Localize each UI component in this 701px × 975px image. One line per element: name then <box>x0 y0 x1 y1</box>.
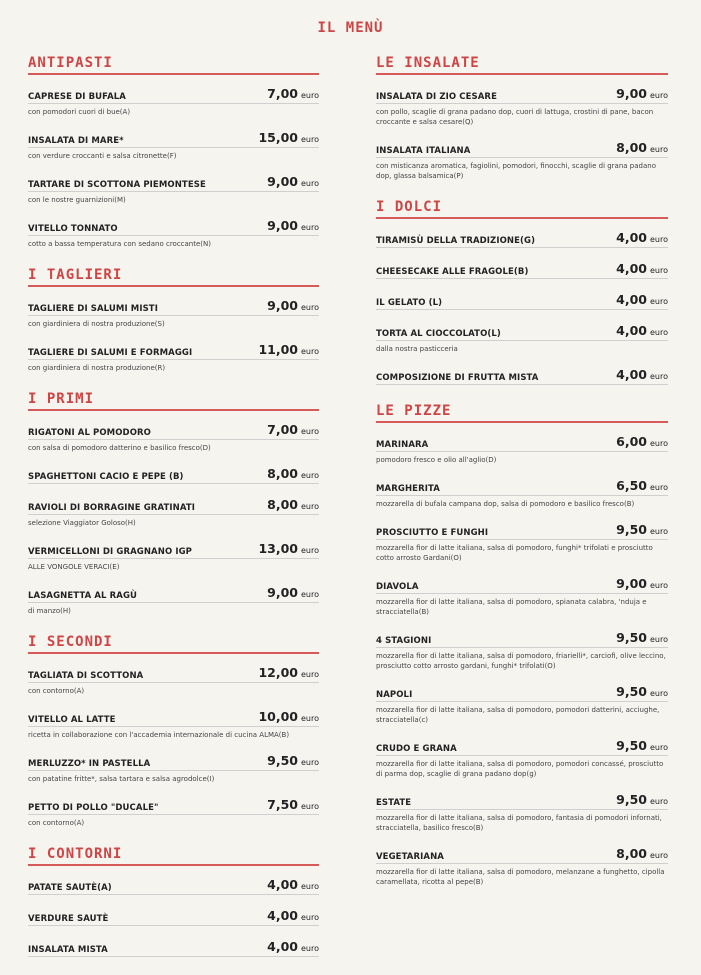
currency-label: euro <box>301 427 319 436</box>
menu-item-name: TAGLIERE DI SALUMI MISTI <box>28 304 158 314</box>
menu-item-description: con contorno(A) <box>28 687 85 695</box>
menu-item-price: 9,00 <box>616 576 647 591</box>
menu-item <box>376 735 668 779</box>
menu-item-name: VERMICELLONI DI GRAGNANO IGP <box>28 547 193 557</box>
menu-item-name: INSALATA ITALIANA <box>376 146 471 156</box>
menu-item <box>376 789 668 833</box>
currency-label: euro <box>301 714 319 723</box>
menu-item-price-group <box>616 519 668 538</box>
menu-item-price: 9,00 <box>267 174 298 189</box>
menu-item-description: mozzarella fior di latte italiana, salsa di pomodoro, friarielli*, carciofi, olive leccino, prosciutto cotto arrosto gardani, funghi* trifolati(O) <box>376 652 666 670</box>
currency-label: euro <box>301 502 319 511</box>
menu-item-price: 4,00 <box>616 367 647 382</box>
menu-item-price: 9,00 <box>616 86 647 101</box>
menu-item-name: 4 STAGIONI <box>376 636 432 646</box>
menu-item-header <box>28 83 319 104</box>
menu-item-header <box>376 627 668 648</box>
menu-item-price: 6,50 <box>616 478 647 493</box>
section-title: I CONTORNI <box>28 846 319 866</box>
menu-item-description: mozzarella fior di latte italiana, salsa di pomodoro, pomodori concassé, prosciutto di parma dop, scaglie di grana padano dop(g) <box>376 760 664 778</box>
menu-item-header <box>376 519 668 540</box>
menu-item <box>376 320 668 354</box>
currency-label: euro <box>650 635 668 644</box>
menu-item <box>28 171 319 205</box>
menu-item-price: 6,00 <box>616 434 647 449</box>
menu-item-price-group <box>267 582 319 601</box>
menu-item-price: 4,00 <box>616 292 647 307</box>
menu-item-name: TIRAMISÙ DELLA TRADIZIONE(G) <box>376 236 536 246</box>
menu-item-price: 7,50 <box>267 797 298 812</box>
menu-item-name: MARGHERITA <box>376 484 440 494</box>
menu-item <box>376 519 668 563</box>
menu-item <box>376 843 668 887</box>
menu-item-name: CAPRESE DI BUFALA <box>28 92 126 102</box>
menu-item-description: mozzarella fior di latte italiana, salsa di pomodoro, melanzane a funghetto, cipolla caramellata, ricotta al pepe(B) <box>376 868 665 886</box>
section-title: ANTIPASTI <box>28 55 319 75</box>
menu-item-name: VERDURE SAUTÈ <box>28 914 109 924</box>
menu-item-price-group <box>616 258 668 277</box>
menu-item-name: TAGLIATA DI SCOTTONA <box>28 671 144 681</box>
menu-item-header <box>376 258 668 279</box>
menu-item-price: 8,00 <box>267 497 298 512</box>
menu-item-description: con giardiniera di nostra produzione(S) <box>28 320 165 328</box>
menu-item <box>28 905 319 926</box>
menu-item-header <box>376 681 668 702</box>
menu-item-price: 8,00 <box>616 140 647 155</box>
menu-item-header <box>376 227 668 248</box>
menu-item <box>28 936 319 957</box>
currency-label: euro <box>650 483 668 492</box>
menu-item-description: con verdure croccanti e salsa citronette(F) <box>28 152 177 160</box>
menu-item-price: 9,00 <box>267 298 298 313</box>
menu-column-right <box>376 55 668 905</box>
currency-label: euro <box>650 851 668 860</box>
currency-label: euro <box>301 670 319 679</box>
menu-item-name: TARTARE DI SCOTTONA PIEMONTESE <box>28 180 206 190</box>
menu-item <box>28 127 319 161</box>
menu-item-name: IL GELATO (L) <box>376 298 443 308</box>
currency-label: euro <box>650 439 668 448</box>
menu-item <box>376 258 668 279</box>
menu-item-name: NAPOLI <box>376 690 413 700</box>
menu-item-price-group <box>258 339 319 358</box>
menu-item-header <box>28 794 319 815</box>
menu-item-description: con le nostre guarnizioni(M) <box>28 196 126 204</box>
menu-item-header <box>376 83 668 104</box>
menu-item-description: con pollo, scaglie di grana padano dop, cuori di lattuga, crostini di pane, bacon croccante e salsa cesare(Q) <box>376 108 654 126</box>
menu-item-price-group <box>616 627 668 646</box>
menu-item-price: 13,00 <box>258 541 298 556</box>
currency-label: euro <box>650 235 668 244</box>
menu-item-name: PROSCIUTTO E FUNGHI <box>376 528 489 538</box>
menu-item-name: CRUDO E GRANA <box>376 744 457 754</box>
currency-label: euro <box>301 802 319 811</box>
currency-label: euro <box>650 527 668 536</box>
menu-item-description: ALLE VONGOLE VERACI(E) <box>28 563 120 571</box>
menu-item <box>28 295 319 329</box>
menu-item-price-group <box>616 735 668 754</box>
menu-item-name: PETTO DI POLLO "DUCALE" <box>28 803 159 813</box>
menu-item <box>376 227 668 248</box>
menu-item <box>28 582 319 616</box>
menu-item-price-group <box>267 794 319 813</box>
currency-label: euro <box>650 266 668 275</box>
section-i-secondi <box>28 634 319 828</box>
menu-item <box>28 215 319 249</box>
menu-item <box>28 419 319 453</box>
currency-label: euro <box>650 689 668 698</box>
section-i-primi <box>28 391 319 616</box>
menu-item-price-group <box>267 936 319 955</box>
menu-item-price: 7,00 <box>267 86 298 101</box>
menu-item-price-group <box>267 295 319 314</box>
menu-item-price: 10,00 <box>258 709 298 724</box>
currency-label: euro <box>650 581 668 590</box>
menu-item-header <box>376 573 668 594</box>
menu-item-price: 9,50 <box>267 753 298 768</box>
menu-item-price-group <box>616 475 668 494</box>
menu-item-header <box>376 320 668 341</box>
menu-item-price: 9,50 <box>616 522 647 537</box>
menu-item-price-group <box>267 83 319 102</box>
menu-item-price-group <box>616 137 668 156</box>
menu-item-name: VITELLO AL LATTE <box>28 715 116 725</box>
section-i-contorni <box>28 846 319 957</box>
menu-item-description: con giardiniera di nostra produzione(R) <box>28 364 166 372</box>
currency-label: euro <box>301 347 319 356</box>
section-i-dolci <box>376 199 668 385</box>
menu-item-price-group <box>616 681 668 700</box>
menu-item-price: 15,00 <box>258 130 298 145</box>
currency-label: euro <box>301 179 319 188</box>
currency-label: euro <box>650 91 668 100</box>
menu-item-price-group <box>267 419 319 438</box>
section-title: LE PIZZE <box>376 403 668 423</box>
menu-item-price-group <box>616 573 668 592</box>
menu-item-header <box>28 419 319 440</box>
menu-item-header <box>28 463 319 484</box>
menu-item-header <box>376 364 668 385</box>
menu-item-price: 11,00 <box>258 342 298 357</box>
menu-item-header <box>28 706 319 727</box>
menu-item-price: 12,00 <box>258 665 298 680</box>
menu-item-header <box>376 789 668 810</box>
page-title: IL MENÙ <box>317 20 384 36</box>
menu-item-price: 9,50 <box>616 630 647 645</box>
menu-item <box>28 83 319 117</box>
menu-item-price: 4,00 <box>616 230 647 245</box>
section-antipasti <box>28 55 319 249</box>
menu-item-price-group <box>267 215 319 234</box>
menu-item-price-group <box>267 494 319 513</box>
currency-label: euro <box>301 91 319 100</box>
menu-item-description: con contorno(A) <box>28 819 85 827</box>
menu-item-name: LASAGNETTA AL RAGÙ <box>28 591 138 601</box>
menu-item-description: selezione Viaggiator Goloso(H) <box>28 519 136 527</box>
menu-item-price: 4,00 <box>267 877 298 892</box>
menu-item-name: RAVIOLI DI BORRAGINE GRATINATI <box>28 503 196 513</box>
menu-item <box>376 83 668 127</box>
menu-item-price: 9,50 <box>616 738 647 753</box>
menu-item-name: VITELLO TONNATO <box>28 224 118 234</box>
menu-item-price-group <box>616 843 668 862</box>
menu-item <box>28 662 319 696</box>
currency-label: euro <box>650 328 668 337</box>
menu-item-description: mozzarella fior di latte italiana, salsa di pomodoro, pomodori datterini, acciughe, stracciatella(c) <box>376 706 660 724</box>
menu-item-header <box>28 127 319 148</box>
menu-item-header <box>28 171 319 192</box>
menu-item-price-group <box>258 662 319 681</box>
section-i-taglieri <box>28 267 319 373</box>
menu-item-price-group <box>616 83 668 102</box>
menu-item-header <box>376 289 668 310</box>
menu-item-name: ESTATE <box>376 798 412 808</box>
menu-item-name: TAGLIERE DI SALUMI E FORMAGGI <box>28 348 193 358</box>
menu-item-header <box>28 295 319 316</box>
menu-item-header <box>28 905 319 926</box>
menu-item-price-group <box>258 538 319 557</box>
currency-label: euro <box>301 590 319 599</box>
menu-item-description: con salsa di pomodoro datterino e basilico fresco(D) <box>28 444 211 452</box>
menu-item-header <box>28 215 319 236</box>
menu-item <box>28 794 319 828</box>
menu-item <box>28 339 319 373</box>
menu-item-price-group <box>616 320 668 339</box>
currency-label: euro <box>650 297 668 306</box>
menu-item <box>28 874 319 895</box>
menu-item-price: 8,00 <box>616 846 647 861</box>
currency-label: euro <box>301 758 319 767</box>
menu-item-header <box>28 750 319 771</box>
menu-item-description: di manzo(H) <box>28 607 71 615</box>
section-title: LE INSALATE <box>376 55 668 75</box>
menu-item-name: MERLUZZO* IN PASTELLA <box>28 759 151 769</box>
menu-item-name: DIAVOLA <box>376 582 419 592</box>
section-title: I DOLCI <box>376 199 668 219</box>
section-le-pizze <box>376 403 668 887</box>
menu-item-description: con patatine fritte*, salsa tartara e salsa agrodolce(I) <box>28 775 215 783</box>
menu-item-price-group <box>258 127 319 146</box>
menu-item-header <box>376 735 668 756</box>
menu-item-price: 4,00 <box>267 939 298 954</box>
menu-item <box>28 706 319 740</box>
menu-item-price: 9,00 <box>267 218 298 233</box>
currency-label: euro <box>650 743 668 752</box>
menu-item-description: pomodoro fresco e olio all'aglio(D) <box>376 456 497 464</box>
menu-item-price-group <box>616 289 668 308</box>
menu-item <box>376 289 668 310</box>
menu-item-header <box>376 137 668 158</box>
menu-item-price: 4,00 <box>616 261 647 276</box>
menu-item-header <box>28 874 319 895</box>
menu-item-header <box>28 582 319 603</box>
currency-label: euro <box>301 303 319 312</box>
menu-item <box>376 364 668 385</box>
menu-item <box>28 463 319 484</box>
menu-item-header <box>28 494 319 515</box>
menu-item-price-group <box>616 789 668 808</box>
currency-label: euro <box>301 882 319 891</box>
menu-item-description: mozzarella fior di latte italiana, salsa di pomodoro, spianata calabra, 'nduja e stracciatella(B) <box>376 598 647 616</box>
menu-item-name: PATATE SAUTÈ(A) <box>28 883 112 893</box>
section-le-insalate <box>376 55 668 181</box>
menu-item-name: TORTA AL CIOCCOLATO(L) <box>376 329 501 339</box>
menu-item-description: mozzarella fior di latte italiana, salsa di pomodoro, funghi* trifolati e prosciutto cotto arrosto Gardani(O) <box>376 544 653 562</box>
menu-item-price: 4,00 <box>616 323 647 338</box>
menu-item-price-group <box>616 364 668 383</box>
currency-label: euro <box>650 145 668 154</box>
menu-item-header <box>28 538 319 559</box>
menu-item-price: 9,50 <box>616 792 647 807</box>
menu-item-description: ricetta in collaborazione con l'accademia internazionale di cucina ALMA(B) <box>28 731 290 739</box>
menu-item-price-group <box>616 431 668 450</box>
currency-label: euro <box>650 797 668 806</box>
menu-item-price-group <box>267 874 319 893</box>
menu-item-price-group <box>616 227 668 246</box>
menu-item-description: cotto a bassa temperatura con sedano croccante(N) <box>28 240 211 248</box>
menu-item-price: 4,00 <box>267 908 298 923</box>
menu-item <box>376 431 668 465</box>
menu-item-name: VEGETARIANA <box>376 852 444 862</box>
menu-item-name: CHEESECAKE ALLE FRAGOLE(B) <box>376 267 529 277</box>
section-title: I PRIMI <box>28 391 319 411</box>
section-title: I SECONDI <box>28 634 319 654</box>
menu-item-description: mozzarella di bufala campana dop, salsa di pomodoro e basilico fresco(B) <box>376 500 635 508</box>
menu-item <box>376 475 668 509</box>
menu-item-price-group <box>258 706 319 725</box>
menu-item-price-group <box>267 905 319 924</box>
menu-item-name: RIGATONI AL POMODORO <box>28 428 152 438</box>
menu-item-description: con pomodori cuori di bue(A) <box>28 108 131 116</box>
menu-item-price: 8,00 <box>267 466 298 481</box>
menu-item-price: 7,00 <box>267 422 298 437</box>
menu-item <box>376 681 668 725</box>
menu-item-description: dalla nostra pasticceria <box>376 345 458 353</box>
currency-label: euro <box>650 372 668 381</box>
menu-item-price-group <box>267 463 319 482</box>
menu-item-price: 9,50 <box>616 684 647 699</box>
menu-item-name: INSALATA MISTA <box>28 945 108 955</box>
menu-item <box>28 750 319 784</box>
menu-item-header <box>28 339 319 360</box>
menu-item-description: mozzarella fior di latte italiana, salsa di pomodoro, fantasia di pomodori infornati, stracciatella, basilico fresco(B) <box>376 814 662 832</box>
currency-label: euro <box>301 135 319 144</box>
menu-item-price-group <box>267 171 319 190</box>
menu-item-name: COMPOSIZIONE DI FRUTTA MISTA <box>376 373 539 383</box>
section-title: I TAGLIERI <box>28 267 319 287</box>
menu-item <box>376 573 668 617</box>
menu-item-price-group <box>267 750 319 769</box>
currency-label: euro <box>301 223 319 232</box>
menu-item-description: con misticanza aromatica, fagiolini, pomodori, finocchi, scaglie di grana padano dop, glassa balsamica(P) <box>376 162 656 180</box>
menu-column-left <box>28 55 319 975</box>
menu-item-header <box>28 662 319 683</box>
menu-item <box>376 627 668 671</box>
menu-item-name: SPAGHETTONI CACIO E PEPE (B) <box>28 472 184 482</box>
menu-item-name: MARINARA <box>376 440 429 450</box>
menu-item-header <box>376 431 668 452</box>
currency-label: euro <box>301 944 319 953</box>
menu-item-header <box>376 843 668 864</box>
menu-item <box>28 538 319 572</box>
currency-label: euro <box>301 471 319 480</box>
menu-item-header <box>28 936 319 957</box>
currency-label: euro <box>301 546 319 555</box>
currency-label: euro <box>301 913 319 922</box>
menu-item <box>376 137 668 181</box>
menu-item-price: 9,00 <box>267 585 298 600</box>
menu-item-name: INSALATA DI MARE* <box>28 136 124 146</box>
menu-item-name: INSALATA DI ZIO CESARE <box>376 92 497 102</box>
menu-item-header <box>376 475 668 496</box>
menu-item <box>28 494 319 528</box>
